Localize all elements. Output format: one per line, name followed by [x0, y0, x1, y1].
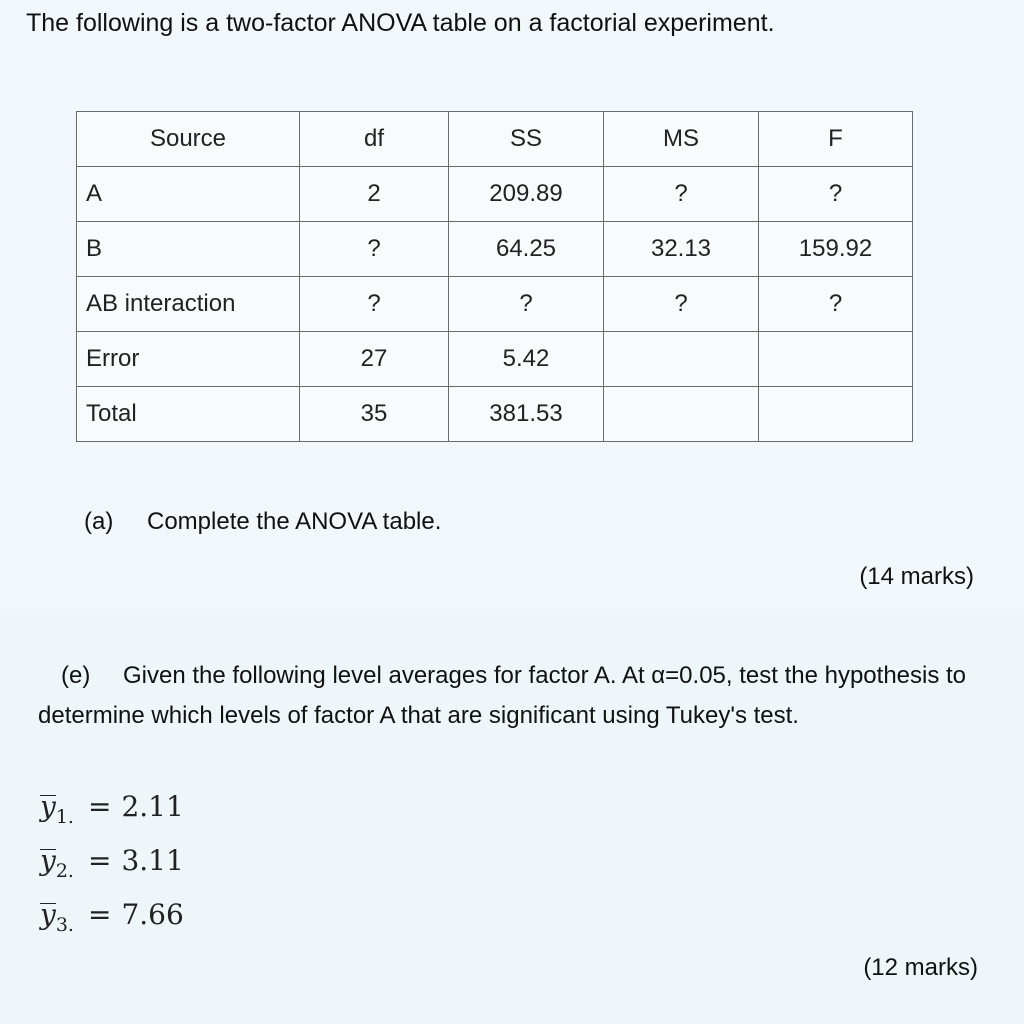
cell-df: 35	[300, 387, 449, 442]
average-value: 2.11	[121, 790, 184, 823]
header-f: F	[759, 112, 913, 167]
header-ss: SS	[449, 112, 604, 167]
cell-source: A	[77, 167, 300, 222]
part-e-label: (e)	[61, 662, 91, 689]
cell-df: ?	[300, 277, 449, 332]
cell-f	[759, 387, 913, 442]
cell-ms: ?	[604, 167, 759, 222]
cell-df: 27	[300, 332, 449, 387]
table-row	[77, 222, 913, 277]
cell-ms	[604, 387, 759, 442]
cell-source: AB interaction	[77, 277, 300, 332]
level-average-1	[40, 790, 184, 834]
ybar-symbol: y	[40, 898, 56, 931]
cell-ss: 64.25	[449, 222, 604, 277]
table-row	[77, 387, 913, 442]
intro-text: The following is a two-factor ANOVA table on a factorial experiment.	[26, 9, 775, 37]
header-df: df	[300, 112, 449, 167]
ybar-subscript: 2.	[55, 860, 74, 882]
cell-source: Error	[77, 332, 300, 387]
part-a-label: (a)	[84, 508, 114, 535]
part-e-text: Given the following level averages for factor A. At α=0.05, test the hypothesis to determine which levels of factor A that are significant using Tukey's test.	[38, 662, 967, 729]
table-row	[77, 332, 913, 387]
level-average-2	[40, 844, 184, 888]
cell-source: B	[77, 222, 300, 277]
cell-f: ?	[759, 167, 913, 222]
cell-df: 2	[300, 167, 449, 222]
cell-f: ?	[759, 277, 913, 332]
equals-sign: =	[87, 844, 112, 877]
equals-sign: =	[87, 898, 112, 931]
ybar-symbol: y	[40, 844, 56, 877]
cell-f: 159.92	[759, 222, 913, 277]
cell-ss: 381.53	[449, 387, 604, 442]
level-average-3	[40, 898, 184, 942]
cell-ms: ?	[604, 277, 759, 332]
ybar-subscript: 3.	[55, 914, 74, 936]
part-e-marks: (12 marks)	[863, 954, 978, 981]
anova-table	[76, 111, 913, 442]
average-value: 7.66	[121, 898, 184, 931]
header-ms: MS	[604, 112, 759, 167]
ybar-symbol: y	[40, 790, 56, 823]
ybar-subscript: 1.	[55, 806, 74, 828]
average-value: 3.11	[121, 844, 184, 877]
cell-df: ?	[300, 222, 449, 277]
part-e-paragraph	[38, 656, 978, 736]
table-row	[77, 277, 913, 332]
cell-ss: 209.89	[449, 167, 604, 222]
cell-f	[759, 332, 913, 387]
cell-ms: 32.13	[604, 222, 759, 277]
cell-source: Total	[77, 387, 300, 442]
cell-ss: 5.42	[449, 332, 604, 387]
equals-sign: =	[87, 790, 112, 823]
header-source: Source	[77, 112, 300, 167]
cell-ss: ?	[449, 277, 604, 332]
part-a-text: Complete the ANOVA table.	[147, 508, 442, 535]
table-row	[77, 167, 913, 222]
part-a-marks: (14 marks)	[859, 563, 974, 590]
table-header-row	[77, 112, 913, 167]
cell-ms	[604, 332, 759, 387]
